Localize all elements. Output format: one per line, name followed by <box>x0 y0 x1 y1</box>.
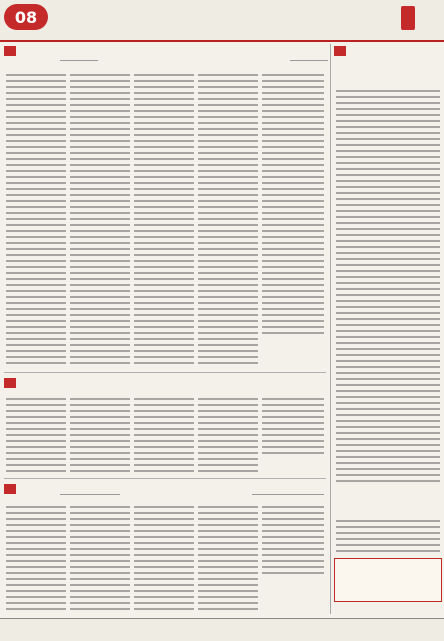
page-footer <box>0 618 444 641</box>
newspaper-logo <box>374 3 440 33</box>
section-tag-3 <box>4 484 16 494</box>
column-divider <box>330 44 331 614</box>
bottom-article-col-2 <box>70 504 130 610</box>
main-article-title <box>98 52 288 68</box>
section-tag-2 <box>4 378 16 388</box>
middle-article-col-1 <box>6 396 66 472</box>
bottom-article-col-4 <box>198 504 258 610</box>
main-article-col-1 <box>6 72 66 368</box>
logo-mark-icon <box>401 6 415 30</box>
side-article-text-tail <box>336 518 440 554</box>
section-divider-2 <box>4 478 326 479</box>
title-rule-left <box>60 60 98 61</box>
middle-article-title <box>150 380 240 394</box>
bottom-article-col-1 <box>6 504 66 610</box>
bottom-title-rule-right <box>252 494 324 495</box>
advertisement-box <box>334 558 442 602</box>
section-tag-right <box>334 46 346 56</box>
middle-article-col-2 <box>70 396 130 472</box>
title-rule-right <box>290 60 328 61</box>
main-article-col-5 <box>262 72 324 336</box>
main-article-col-3 <box>134 72 194 368</box>
bottom-article-col-5 <box>262 504 324 574</box>
middle-article-col-5 <box>262 396 324 456</box>
bottom-article-col-3 <box>134 504 194 610</box>
section-divider-1 <box>4 372 326 373</box>
page-header <box>0 0 444 42</box>
issue-meta <box>300 10 370 24</box>
section-tag-1 <box>4 46 16 56</box>
main-article-col-2 <box>70 72 130 368</box>
main-article-col-4 <box>198 72 258 368</box>
middle-article-col-4 <box>198 396 258 472</box>
side-article-text <box>336 88 440 486</box>
bottom-title-rule-left <box>60 494 120 495</box>
middle-article-col-3 <box>134 396 194 472</box>
page-number-badge: 08 <box>4 4 48 30</box>
bottom-article-title <box>120 486 250 502</box>
